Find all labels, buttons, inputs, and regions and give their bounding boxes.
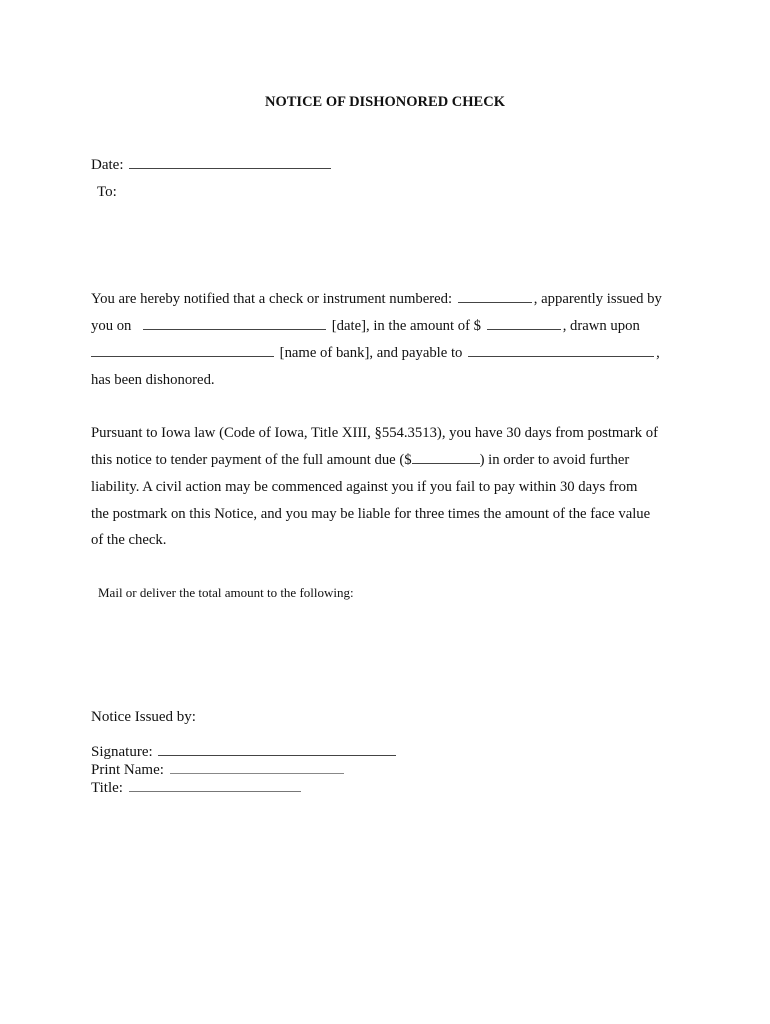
issued-by-label: Notice Issued by: — [91, 709, 196, 725]
para2-line5: of the check. — [91, 532, 167, 548]
para1-text: , drawn upon — [562, 318, 640, 334]
para1-text: [date], in the amount of $ — [331, 318, 482, 334]
payee-field[interactable] — [468, 355, 654, 357]
signature-label: Signature: — [91, 744, 153, 760]
para1-text: You are hereby notified that a check or instrument numbered: — [91, 291, 453, 307]
amount-due-field[interactable] — [412, 462, 480, 464]
para2-line3: liability. A civil action may be commenced against you if you fail to pay within 30 days from — [91, 479, 638, 495]
issue-date-field[interactable] — [143, 328, 326, 330]
para1-text: you on — [91, 318, 132, 334]
bank-name-field[interactable] — [91, 355, 274, 357]
print-name-field[interactable] — [170, 772, 344, 774]
para1-line1 — [91, 291, 662, 308]
mail-label: Mail or deliver the total amount to the following: — [98, 585, 354, 600]
document-title: NOTICE OF DISHONORED CHECK — [265, 94, 505, 110]
para2-line1: Pursuant to Iowa law (Code of Iowa, Title XIII, §554.3513), you have 30 days from postmark of — [91, 425, 659, 441]
date-field[interactable] — [129, 167, 331, 169]
signature-field[interactable] — [158, 754, 396, 756]
para1-line2 — [91, 318, 640, 335]
date-label: Date: — [91, 157, 124, 173]
para1-text: , apparently issued by — [533, 291, 662, 307]
to-field[interactable] — [97, 205, 497, 275]
title-field[interactable] — [129, 790, 301, 792]
to-label: To: — [97, 184, 117, 200]
print-name-label: Print Name: — [91, 762, 164, 778]
para1-text: , — [656, 345, 660, 361]
para1-line3 — [91, 345, 660, 362]
para2-text: this notice to tender payment of the full amount due ($ — [91, 452, 412, 468]
print-name-row — [91, 762, 346, 779]
signature-row — [91, 744, 398, 761]
amount-field[interactable] — [487, 328, 561, 330]
para2-line4: the postmark on this Notice, and you may be liable for three times the amount of the face value — [91, 506, 651, 522]
mail-address-field[interactable] — [98, 605, 498, 695]
para2-line2 — [91, 452, 629, 469]
para1-text: [name of bank], and payable to — [279, 345, 463, 361]
title-row — [91, 780, 303, 797]
check-number-field[interactable] — [458, 301, 532, 303]
para2-text: ) in order to avoid further — [479, 452, 630, 468]
para1-line4: has been dishonored. — [91, 372, 215, 388]
date-row — [91, 157, 333, 174]
title-label: Title: — [91, 780, 123, 796]
